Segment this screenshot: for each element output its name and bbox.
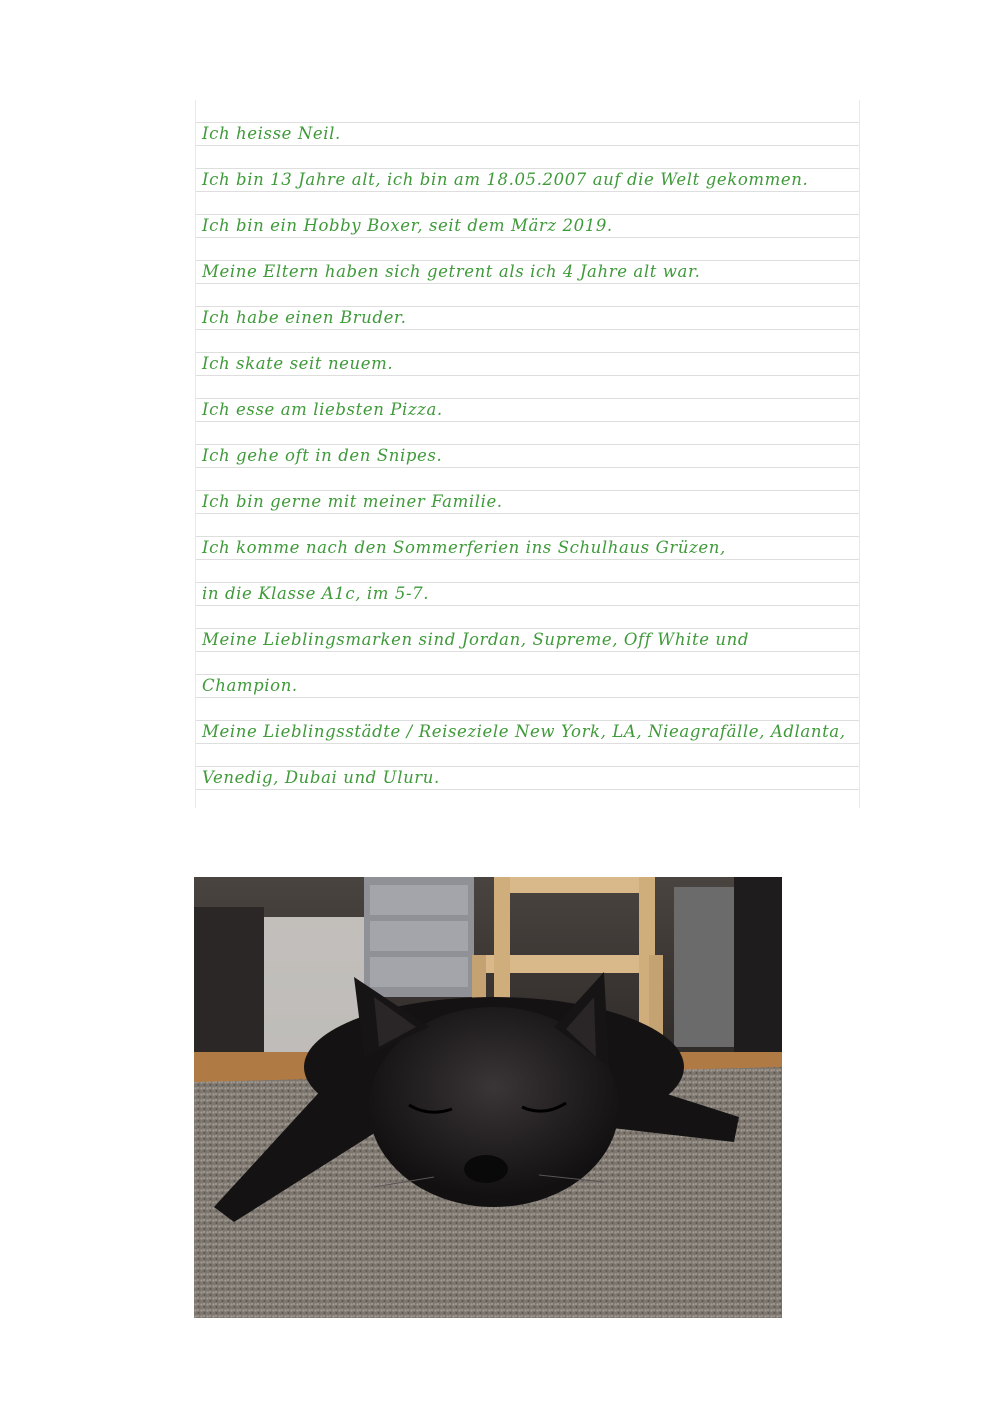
note-line: Ich bin gerne mit meiner Familie. (202, 492, 503, 511)
note-line: Ich gehe oft in den Snipes. (202, 446, 443, 465)
note-line: Champion. (202, 676, 298, 695)
note-line: Venedig, Dubai und Uluru. (202, 768, 440, 787)
note-line: Ich habe einen Bruder. (202, 308, 407, 327)
dark-box (734, 877, 782, 1057)
note-line: Ich skate seit neuem. (202, 354, 394, 373)
note-line: Meine Lieblingsstädte / Reiseziele New York, LA, Nieagrafälle, Adlanta, (202, 722, 846, 741)
note-line: Ich bin 13 Jahre alt, ich bin am 18.05.2007 auf die Welt gekommen. (202, 170, 809, 189)
note-line: Ich bin ein Hobby Boxer, seit dem März 2019. (202, 216, 613, 235)
cat-photo (194, 877, 782, 1318)
note-line: in die Klasse A1c, im 5-7. (202, 584, 430, 603)
lined-note-sheet (195, 100, 860, 808)
note-line: Ich esse am liebsten Pizza. (202, 400, 443, 419)
drawer-cabinet (364, 877, 474, 997)
note-line: Ich heisse Neil. (202, 124, 341, 143)
note-line: Meine Lieblingsmarken sind Jordan, Supreme, Off White und (202, 630, 750, 649)
note-line: Ich komme nach den Sommerferien ins Schulhaus Grüzen, (202, 538, 726, 557)
cat-photo-illustration (194, 877, 782, 1318)
bag (674, 887, 734, 1047)
note-line: Meine Eltern haben sich getrent als ich 4 Jahre alt war. (202, 262, 701, 281)
desk-leg (194, 907, 264, 1067)
